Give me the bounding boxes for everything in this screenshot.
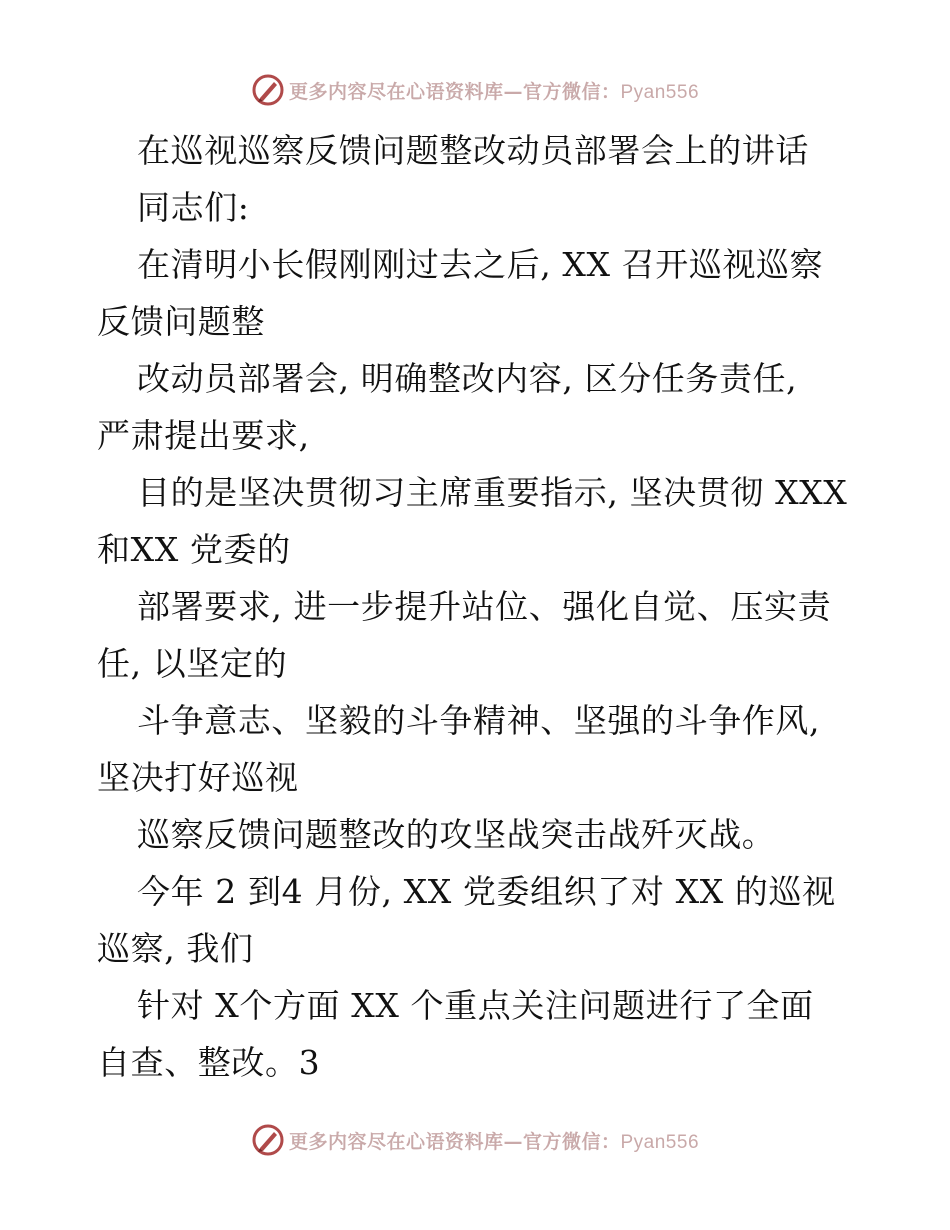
document-line: 今年 2 到4 月份, XX 党委组织了对 XX 的巡视 — [137, 872, 836, 911]
document-line: 反馈问题整 — [97, 302, 265, 341]
pen-logo-icon — [251, 73, 285, 107]
watermark-text: 更多内容尽在心语资料库—官方微信：Pyan556 — [288, 80, 700, 103]
pen-logo-icon — [251, 1123, 285, 1157]
footer-watermark-banner — [0, 1120, 950, 1160]
document-line: 任, 以坚定的 — [97, 644, 288, 683]
document-body — [97, 122, 857, 1091]
document-line: 自查、整改。3 — [97, 1043, 321, 1082]
document-line: 部署要求, 进一步提升站位、强化自觉、压实责 — [137, 587, 832, 626]
document-line: 巡察反馈问题整改的攻坚战突击战歼灭战。 — [137, 815, 776, 854]
document-line: 改动员部署会, 明确整改内容, 区分任务责任, — [137, 359, 798, 398]
document-line: 针对 X个方面 XX 个重点关注问题进行了全面 — [137, 986, 814, 1025]
document-line: 同志们: — [137, 188, 250, 227]
document-line: 在巡视巡察反馈问题整改动员部署会上的讲话 — [137, 131, 809, 170]
watermark-text: 更多内容尽在心语资料库—官方微信：Pyan556 — [288, 1130, 700, 1153]
header-watermark-banner — [0, 70, 950, 110]
wechat-id: Pyan556 — [620, 81, 700, 103]
document-line: 目的是坚决贯彻习主席重要指示, 坚决贯彻 XXX — [137, 473, 848, 512]
document-line: 在清明小长假刚刚过去之后, XX 召开巡视巡察 — [137, 245, 824, 284]
document-line: 严肃提出要求, — [97, 416, 310, 455]
document-line: 巡察, 我们 — [97, 929, 254, 968]
wechat-id: Pyan556 — [620, 1131, 700, 1153]
document-line: 坚决打好巡视 — [97, 758, 299, 797]
document-line: 和XX 党委的 — [97, 530, 291, 569]
document-line: 斗争意志、坚毅的斗争精神、坚强的斗争作风, — [137, 701, 821, 740]
